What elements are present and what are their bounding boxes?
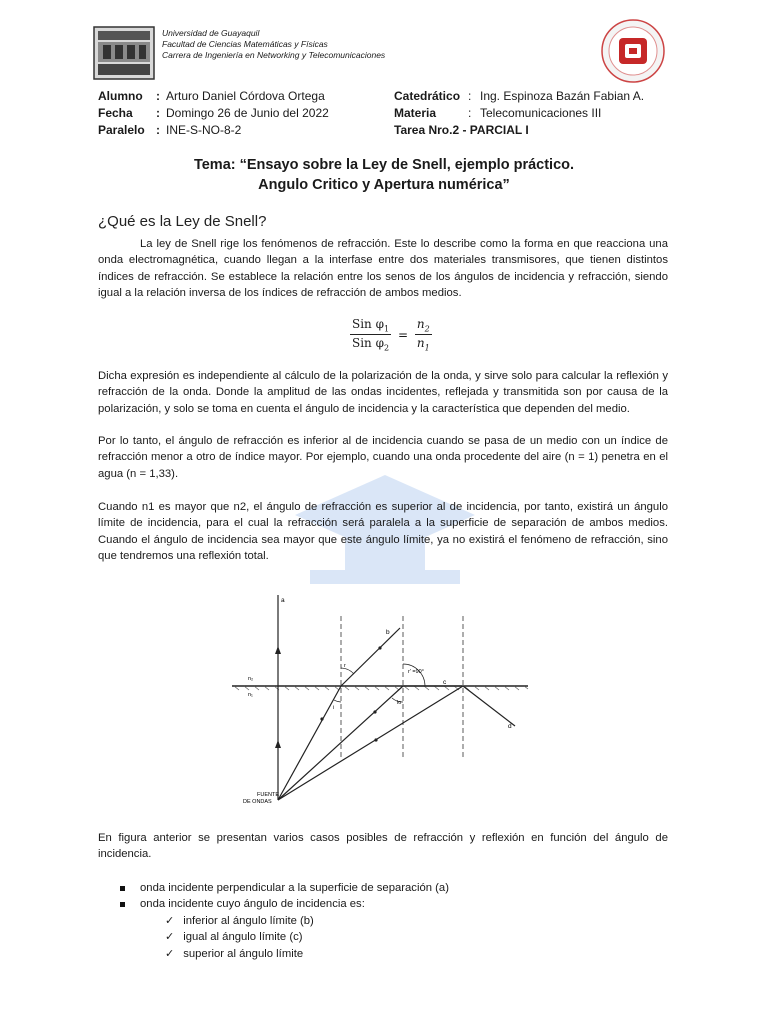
document-title bbox=[0, 155, 768, 195]
institution-header bbox=[162, 28, 385, 61]
check-icon: ✓ bbox=[165, 931, 175, 944]
label-limit: lo bbox=[397, 700, 402, 706]
label-b: b bbox=[386, 629, 390, 636]
info-row-materia: Materia : Telecomunicaciones III bbox=[394, 106, 602, 120]
career-logo bbox=[600, 18, 666, 84]
square-bullet-icon bbox=[120, 902, 125, 907]
list-item: ✓ igual al ángulo límite (c) bbox=[120, 929, 449, 945]
course-info bbox=[394, 88, 644, 139]
info-value: Telecomunicaciones III bbox=[480, 106, 602, 120]
paragraph-1: La ley de Snell rige los fenómenos de refracción. Este lo describe como la forma en que reacciona una onda electromagnética, cuando llegan a la interfase entre dos materiales transmisores, que tienen distintos índices de refracción. Se establece la relación entre los senos de los ángulos de incidencia y refracción, siendo igual a la relación inversa de los índices de refracción de ambos medios. bbox=[98, 238, 668, 300]
list-item: onda incidente perpendicular a la superficie de separación (a) bbox=[120, 880, 449, 896]
info-label: Tarea Nro.2 - PARCIAL I bbox=[394, 123, 529, 137]
title-line-1: Tema: “Ensayo sobre la Ley de Snell, ejemplo práctico. bbox=[193, 157, 575, 173]
paragraph-5: En figura anterior se presentan varios casos posibles de refracción y reflexión en función del ángulo de incidencia. bbox=[98, 832, 668, 861]
label-n1: n₁ bbox=[248, 692, 253, 698]
info-value: Ing. Espinoza Bazán Fabian A. bbox=[480, 89, 645, 103]
cases-list bbox=[120, 880, 449, 962]
label-r: r bbox=[344, 663, 346, 669]
faculty-name: Facultad de Ciencias Matemáticas y Físicas bbox=[162, 39, 328, 49]
info-label: Catedrático bbox=[394, 89, 461, 103]
list-item: onda incidente cuyo ángulo de incidencia es: bbox=[120, 896, 449, 912]
refraction-diagram bbox=[230, 588, 530, 810]
source-label-1: FUENTE bbox=[257, 792, 279, 798]
paragraph-2: Dicha expresión es independiente al cálculo de la polarización de la onda, y sirve solo para calcular la reflexión y refracción de la onda. Donde la amplitud de las ondas incidentes, reflejada y transmitida son por causa de la polarización, y solo se toma en cuenta el ángulo de incidencia y la característica que dependen del medio. bbox=[98, 370, 668, 415]
paragraph-3: Por lo tanto, el ángulo de refracción es inferior al de incidencia cuando se pasa de un medio con un índice de refracción menor a otro de índice mayor. Por ejemplo, cuando una onda procedente del aire (n = 1) penetra en el agua (n = 1,33). bbox=[98, 435, 668, 480]
label-d: d bbox=[508, 723, 512, 730]
list-item: ✓ inferior al ángulo límite (b) bbox=[120, 913, 449, 929]
ray-d-incident bbox=[278, 686, 463, 800]
info-row-fecha: Fecha : Domingo 26 de Junio del 2022 bbox=[98, 106, 329, 120]
info-value: Arturo Daniel Córdova Ortega bbox=[166, 89, 325, 103]
info-label: Alumno bbox=[98, 89, 143, 103]
square-bullet-icon bbox=[120, 886, 125, 891]
ray-c-incident bbox=[278, 686, 403, 800]
check-icon: ✓ bbox=[165, 914, 175, 927]
ray-b-incident bbox=[278, 686, 341, 800]
info-row-tarea bbox=[394, 122, 644, 139]
career-name: Carrera de Ingeniería en Networking y Telecomunicaciones bbox=[162, 50, 386, 60]
ray-b-refracted bbox=[341, 628, 400, 686]
snell-formula: $\frac{Sin \varphi_1}{Sin \varphi_2}$ = $\frac{n_2}{n_1}$ bbox=[352, 317, 430, 353]
label-r90: r' =90° bbox=[408, 669, 424, 675]
title-line-2: Angulo Critico y Apertura numérica” bbox=[258, 177, 510, 193]
label-a: a bbox=[281, 597, 285, 604]
student-info bbox=[98, 88, 329, 139]
check-icon: ✓ bbox=[165, 947, 175, 960]
info-label: Paralelo bbox=[98, 123, 145, 137]
info-value: Domingo 26 de Junio del 2022 bbox=[166, 106, 329, 120]
info-row-catedratico: Catedrático : Ing. Espinoza Bazán Fabian A. bbox=[394, 89, 645, 103]
ray-d-reflected bbox=[463, 686, 515, 726]
info-row-alumno: Alumno : Arturo Daniel Córdova Ortega bbox=[98, 89, 325, 103]
list-item: ✓ superior al ángulo límite bbox=[120, 946, 449, 962]
label-i: i bbox=[333, 705, 335, 711]
university-logo bbox=[93, 26, 155, 80]
info-value: INE-S-NO-8-2 bbox=[166, 123, 242, 137]
paragraph-4: Cuando n1 es mayor que n2, el ángulo de refracción es superior al de incidencia, por tanto, existirá un ángulo límite de incidencia, para el cual la refracción será paralela a la superficie de separación de ambos medios. Cuando el ángulo de incidencia sea mayor que este ángulo límite, ya no existirá el fenómeno de refracción, sino que tendremos una reflexión total. bbox=[98, 501, 668, 563]
label-n2: n₂ bbox=[248, 676, 254, 682]
source-label-2: DE ONDAS bbox=[243, 799, 272, 805]
info-label: Fecha bbox=[98, 106, 133, 120]
label-c: c bbox=[443, 679, 447, 686]
university-name: Universidad de Guayaquil bbox=[162, 28, 260, 38]
info-label: Materia bbox=[394, 106, 437, 120]
section-heading: ¿Qué es la Ley de Snell? bbox=[98, 213, 267, 230]
info-row-paralelo: Paralelo : INE-S-NO-8-2 bbox=[98, 123, 242, 137]
